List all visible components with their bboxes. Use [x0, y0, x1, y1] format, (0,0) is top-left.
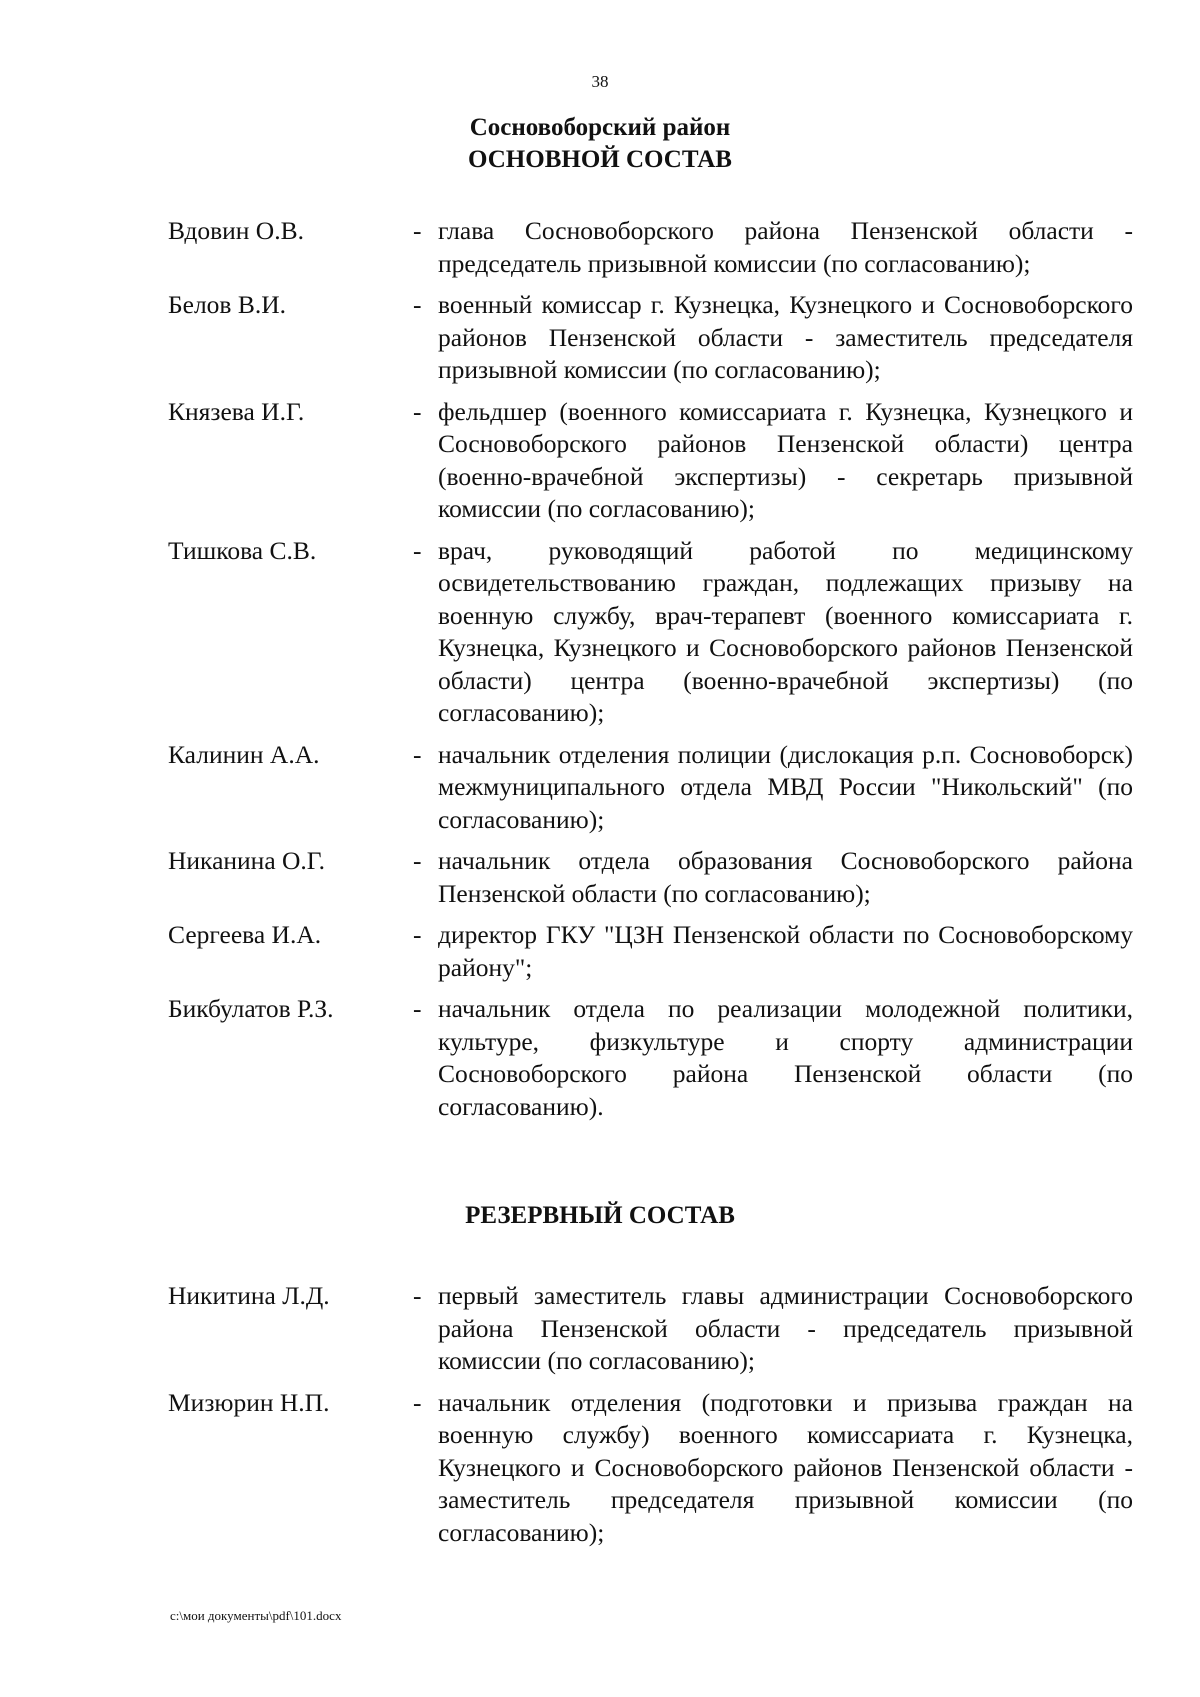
member-dash: -	[413, 216, 422, 245]
member-role: начальник отделения полиции (дислокация р.п. Сосновоборск) межмуниципального отдела МВД России "Никольский" (по согласованию);	[438, 739, 1133, 834]
member-name: Белов В.И.	[168, 290, 287, 319]
member-dash: -	[413, 1387, 422, 1417]
member-row	[168, 396, 1133, 526]
main-heading: ОСНОВНОЙ СОСТАВ	[468, 146, 732, 173]
district-title: Сосновоборский район	[469, 114, 731, 141]
page-number: 38	[591, 72, 609, 91]
member-name: Бикбулатов Р.З.	[168, 994, 334, 1023]
member-role: первый заместитель главы администрации Сосновоборского района Пензенской области - председатель призывной комиссии (по согласованию);	[438, 1281, 1133, 1375]
member-row	[168, 289, 1133, 387]
member-name: Тишкова С.В.	[168, 535, 317, 565]
member-role: глава Сосновоборского района Пензенской области - председатель призывной комиссии (по согласованию);	[438, 216, 1133, 278]
member-name: Князева И.Г.	[168, 396, 305, 426]
member-dash: -	[413, 1281, 422, 1310]
member-role: военный комиссар г. Кузнецка, Кузнецкого и Сосновоборского районов Пензенской области - заместитель председателя призывной комиссии (по согласованию);	[438, 290, 1133, 384]
member-dash: -	[413, 739, 422, 769]
reserve-members-list	[168, 1280, 1133, 1549]
member-name: Сергеева И.А.	[168, 920, 322, 949]
member-role: начальник отдела образования Сосновоборского района Пензенской области (по согласованию);	[438, 846, 1133, 908]
member-role: директор ГКУ "ЦЗН Пензенской области по Сосновоборскому району";	[438, 920, 1133, 982]
footer-file-path: c:\мои документы\pdf\101.docx	[170, 1608, 342, 1623]
member-name: Мизюрин Н.П.	[168, 1387, 330, 1417]
member-row	[168, 535, 1133, 730]
member-dash: -	[413, 535, 422, 565]
member-name: Никитина Л.Д.	[168, 1281, 330, 1310]
member-name: Никанина О.Г.	[168, 846, 326, 875]
reserve-heading: РЕЗЕРВНЫЙ СОСТАВ	[465, 1202, 735, 1229]
member-row	[168, 1387, 1133, 1550]
member-role: фельдшер (военного комиссариата г. Кузнецка, Кузнецкого и Сосновоборского районов Пензенской области) центра (военно-врачебной экспертизы) - секретарь призывной комиссии (по согласованию);	[438, 396, 1133, 523]
member-role: врач, руководящий работой по медицинскому освидетельствованию граждан, подлежащих призыву на военную службу, врач-терапевт (военного комиссариата г. Кузнецка, Кузнецкого и Сосновоборского районов Пензенской области) центра (военно-врачебной экспертизы) (по согласованию);	[438, 535, 1133, 727]
member-role: начальник отдела по реализации молодежной политики, культуре, физкультуре и спорту администрации Сосновоборского района Пензенской области (по согласованию).	[438, 994, 1133, 1121]
member-dash: -	[413, 994, 422, 1023]
member-row	[168, 919, 1133, 984]
member-name: Вдовин О.В.	[168, 216, 304, 245]
member-dash: -	[413, 396, 422, 426]
member-dash: -	[413, 290, 422, 319]
main-members-list	[168, 215, 1133, 1123]
member-row	[168, 993, 1133, 1123]
member-name: Калинин А.А.	[168, 739, 320, 769]
member-row	[168, 215, 1133, 280]
member-dash: -	[413, 920, 422, 949]
member-dash: -	[413, 846, 422, 875]
member-role: начальник отделения (подготовки и призыва граждан на военную службу) военного комиссариата г. Кузнецка, Кузнецкого и Сосновоборского районов Пензенской области - заместитель председателя призывной комиссии (по согласованию);	[438, 1387, 1133, 1547]
member-row	[168, 845, 1133, 910]
member-row	[168, 739, 1133, 837]
member-row	[168, 1280, 1133, 1378]
